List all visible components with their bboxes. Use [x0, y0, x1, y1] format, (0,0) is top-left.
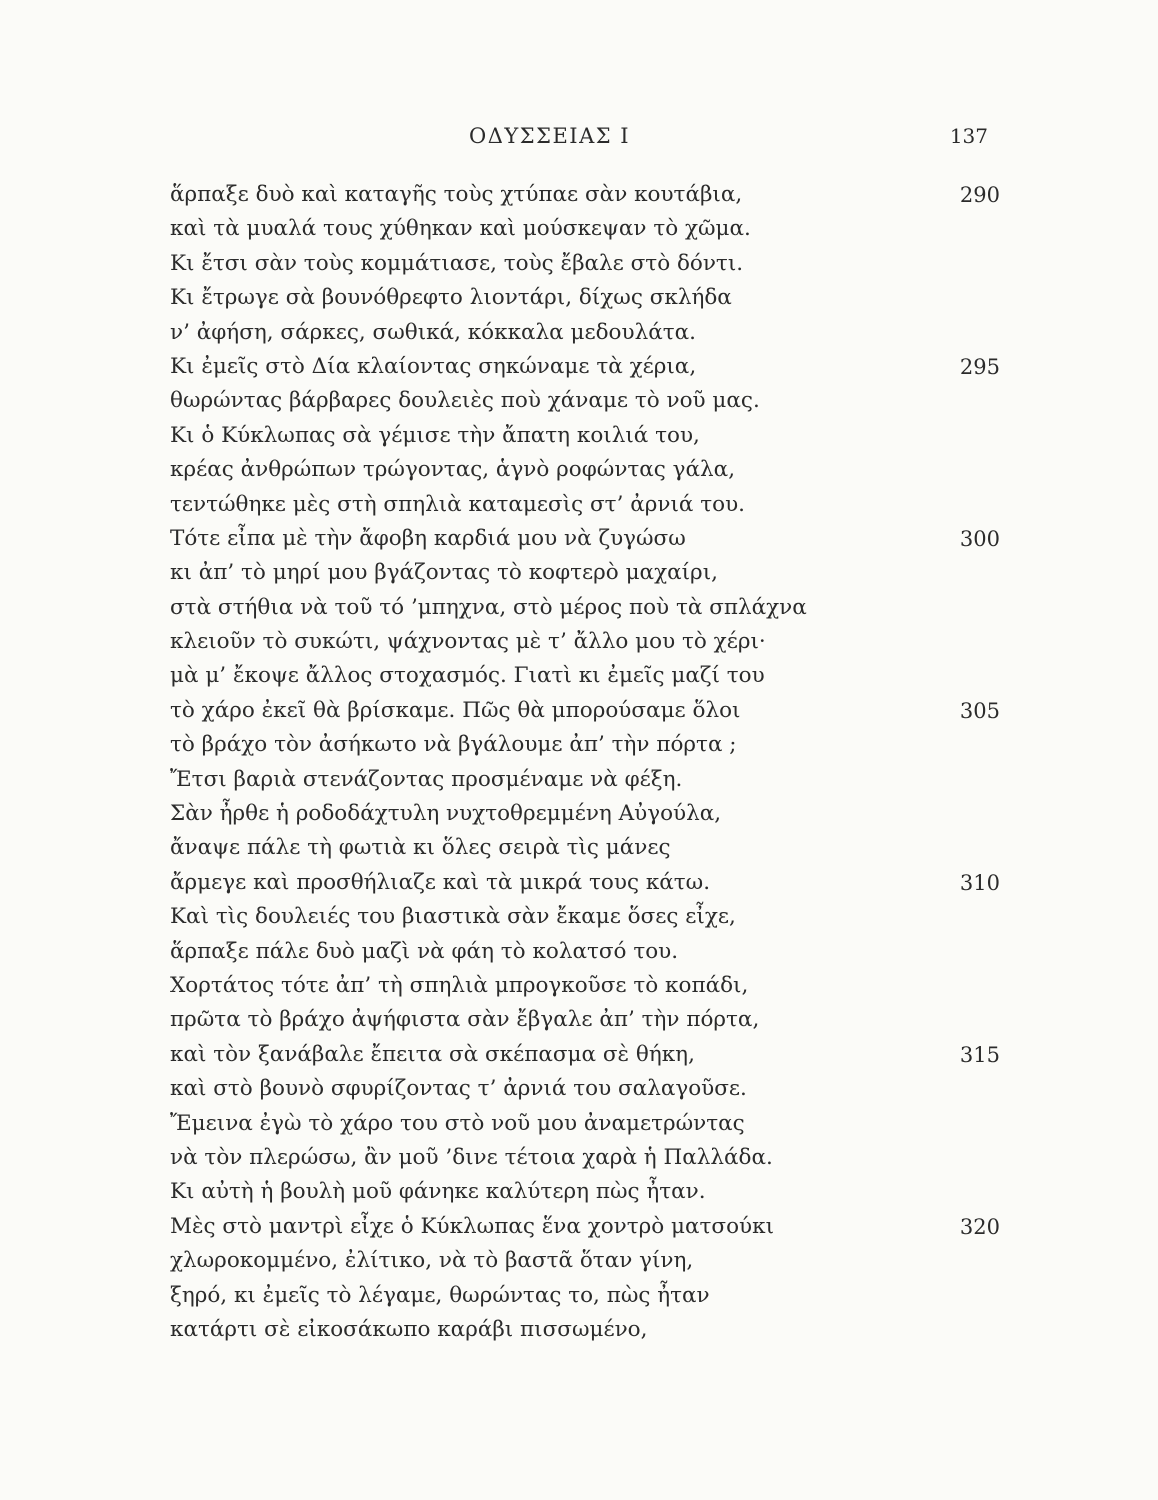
line-number: 300 [959, 526, 1000, 551]
verse-line [170, 1141, 1000, 1175]
line-number: 310 [959, 870, 1000, 895]
verse-text: χλωροκομμένο, ἐλίτικο, νὰ τὸ βαστᾶ ὅταν γίνη, [170, 1248, 694, 1274]
verse-text: ν’ ἀφήση, σάρκες, σωθικά, κόκκαλα μεδουλάτα. [170, 319, 696, 345]
verse-line [170, 556, 1000, 590]
verse-text: πρῶτα τὸ βράχο ἀψήφιστα σὰν ἔβγαλε ἀπ’ τὴν πόρτα, [170, 1007, 760, 1033]
running-header [0, 124, 1158, 154]
verse-line [170, 419, 1000, 453]
verse-text: τεντώθηκε μὲς στὴ σπηλιὰ καταμεσὶς στ’ ἀρνιά του. [170, 491, 745, 517]
verse-text: Μὲς στὸ μαντρὶ εἶχε ὁ Κύκλωπας ἕνα χοντρὸ ματσούκι [170, 1213, 774, 1239]
verse-text: κλειοῦν τὸ συκώτι, ψάχνοντας μὲ τ’ ἄλλο μου τὸ χέρι· [170, 629, 766, 655]
verse-text: καὶ τὸν ξανάβαλε ἔπειτα σὰ σκέπασμα σὲ θήκη, [170, 1041, 695, 1067]
verse-text: Κι ὁ Κύκλωπας σὰ γέμισε τὴν ἄπατη κοιλιά του, [170, 422, 700, 448]
verse-line [170, 1107, 1000, 1141]
line-number: 295 [959, 354, 1000, 379]
verse-text: Κι ἐμεῖς στὸ Δία κλαίοντας σηκώναμε τὰ χέρια, [170, 353, 697, 379]
verse-text: ἅρπαξε δυὸ καὶ καταγῆς τοὺς χτύπαε σὰν κουτάβια, [170, 182, 743, 207]
verse-text: Κι ἔτσι σὰν τοὺς κομμάτιασε, τοὺς ἔβαλε στὸ δόντι. [170, 250, 744, 276]
verse-line [170, 900, 1000, 934]
verse-line [170, 1175, 1000, 1209]
verse-line [170, 935, 1000, 969]
verse-line [170, 728, 1000, 762]
verse-line [170, 212, 1000, 246]
verse-line [170, 1244, 1000, 1278]
verse-text: τὸ χάρο ἐκεῖ θὰ βρίσκαμε. Πῶς θὰ μπορούσαμε ὅλοι [170, 697, 741, 723]
verse-line [170, 1038, 1000, 1072]
line-number: 320 [959, 1214, 1000, 1239]
verse-line [170, 316, 1000, 350]
verse-text: κατάρτι σὲ εἰκοσάκωπο καράβι πισσωμένο, [170, 1316, 648, 1342]
verse-line [170, 797, 1000, 831]
verse-text: στὰ στήθια νὰ τοῦ τό ’μπηχνα, στὸ μέρος ποὺ τὰ σπλάχνα [170, 594, 807, 620]
verse-text: νὰ τὸν πλερώσω, ἂν μοῦ ’δινε τέτοια χαρὰ ἡ Παλλάδα. [170, 1144, 773, 1170]
verse-line [170, 384, 1000, 418]
verse-text: κι ἀπ’ τὸ μηρί μου βγάζοντας τὸ κοφτερὸ μαχαίρι, [170, 560, 718, 586]
line-number: 305 [959, 698, 1000, 723]
verse-line [170, 1072, 1000, 1106]
verse-line [170, 866, 1000, 900]
verse-text: καὶ τὰ μυαλά τους χύθηκαν καὶ μούσκεψαν τὸ χῶμα. [170, 216, 751, 242]
verse-text: Κι αὐτὴ ἡ βουλὴ μοῦ φάνηκε καλύτερη πὼς ἦταν. [170, 1179, 706, 1205]
verse-text: θωρώντας βάρβαρες δουλειὲς ποὺ χάναμε τὸ νοῦ μας. [170, 388, 760, 414]
verse-text: τὸ βράχο τὸν ἀσήκωτο νὰ βγάλουμε ἀπ’ τὴν πόρτα ; [170, 732, 737, 758]
verse-line [170, 591, 1000, 625]
verse-line [170, 969, 1000, 1003]
verse-line [170, 763, 1000, 797]
line-number: 290 [959, 183, 1000, 207]
verse-line [170, 453, 1000, 487]
verse-line [170, 281, 1000, 315]
verse-text: κρέας ἀνθρώπων τρώγοντας, ἁγνὸ ροφώντας γάλα, [170, 457, 736, 483]
verse-line [170, 1313, 1000, 1347]
line-number: 315 [959, 1042, 1000, 1067]
verse-text: καὶ στὸ βουνὸ σφυρίζοντας τ’ ἀρνιά του σαλαγοῦσε. [170, 1076, 747, 1102]
verse-text: Χορτάτος τότε ἀπ’ τὴ σπηλιὰ μπρογκοῦσε τὸ κοπάδι, [170, 972, 749, 998]
verse-text: ξηρό, κι ἐμεῖς τὸ λέγαμε, θωρώντας το, πὼς ἦταν [170, 1282, 710, 1308]
verse-line [170, 1279, 1000, 1313]
verse-text: Ἔμεινα ἐγὼ τὸ χάρο του στὸ νοῦ μου ἀναμετρώντας [170, 1110, 745, 1136]
verse-text: Κι ἔτρωγε σὰ βουνόθρεφτο λιοντάρι, δίχως σκλήδα [170, 285, 732, 311]
verse-line [170, 831, 1000, 865]
verse-text: ἅρπαξε πάλε δυὸ μαζὶ νὰ φάη τὸ κολατσό του. [170, 938, 679, 964]
verse-line [170, 178, 1000, 212]
running-title: ΟΔΥΣΣΕΙΑΣ Ι [469, 124, 631, 148]
verse-text: ἄρμεγε καὶ προσθήλιαζε καὶ τὰ μικρά τους κάτω. [170, 869, 711, 895]
verse-line [170, 488, 1000, 522]
verse-line [170, 694, 1000, 728]
verse-line [170, 350, 1000, 384]
verse-text: ἄναψε πάλε τὴ φωτιὰ κι ὅλες σειρὰ τὶς μάνες [170, 835, 671, 861]
page-number: 137 [949, 124, 988, 148]
verse-line [170, 1210, 1000, 1244]
verse-line [170, 625, 1000, 659]
verse-line [170, 522, 1000, 556]
verse-line [170, 247, 1000, 281]
verse-text: Σὰν ἦρθε ἡ ροδοδάχτυλη νυχτοθρεμμένη Αὐγούλα, [170, 801, 722, 827]
verse-text: Καὶ τὶς δουλειές του βιαστικὰ σὰν ἔκαμε ὅσες εἶχε, [170, 904, 736, 930]
verse-text: μὰ μ’ ἔκοψε ἄλλος στοχασμός. Γιατὶ κι ἐμεῖς μαζί του [170, 663, 765, 689]
verse-line [170, 1003, 1000, 1037]
verse-block [170, 178, 1000, 1347]
verse-text: Ἔτσι βαριὰ στενάζοντας προσμέναμε νὰ φέξη. [170, 766, 683, 792]
verse-line [170, 659, 1000, 693]
verse-text: Τότε εἶπα μὲ τὴν ἄφοβη καρδιά μου νὰ ζυγώσω [170, 525, 686, 551]
